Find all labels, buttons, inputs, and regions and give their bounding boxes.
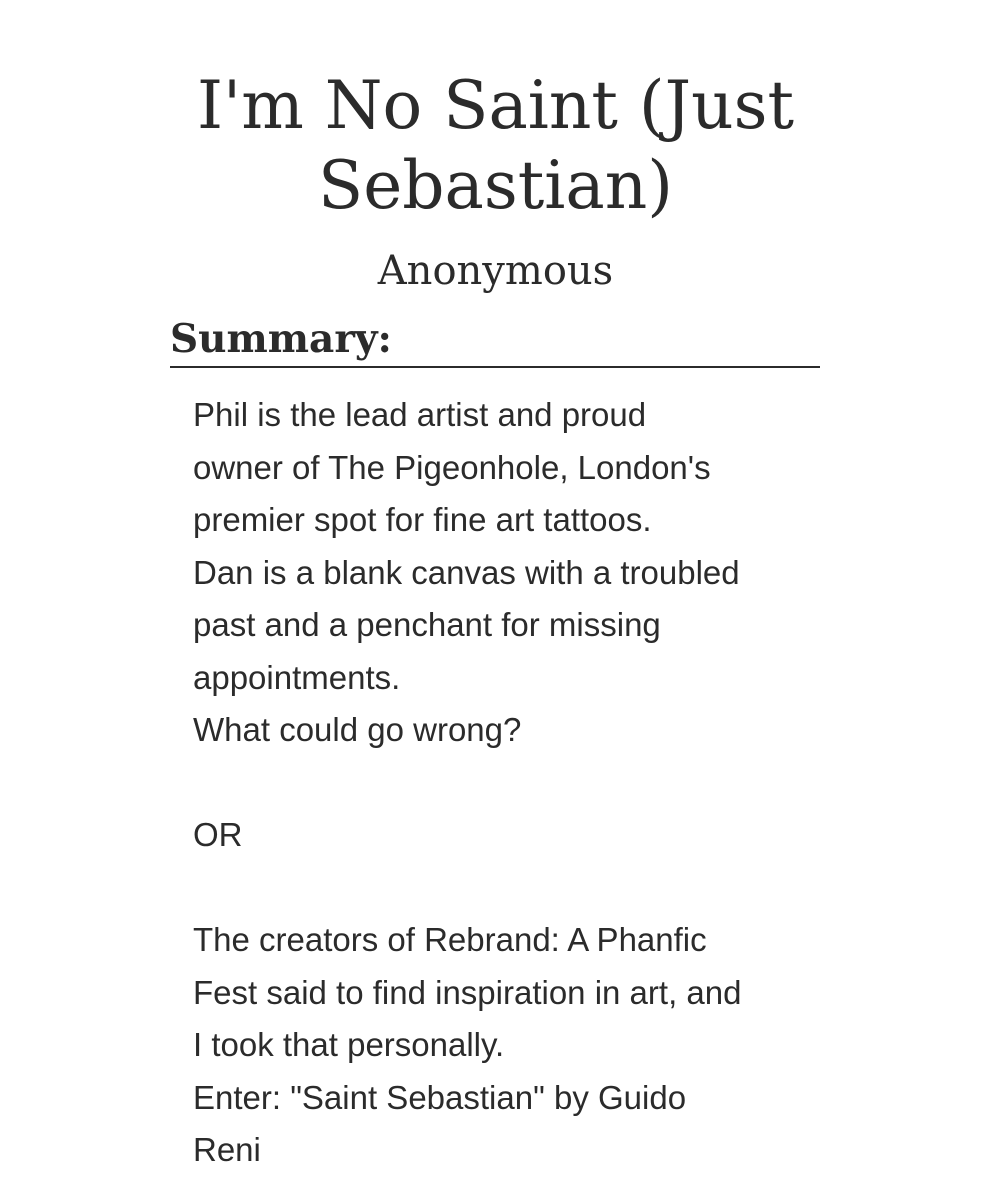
work-title-line-2: Sebastian): [318, 147, 673, 224]
summary-line: What could go wrong?: [193, 711, 522, 748]
summary-line: Fest said to find inspiration in art, and: [193, 973, 742, 1011]
summary-blank-line: [193, 757, 833, 810]
summary-heading: Summary:: [170, 312, 820, 368]
work-title-line-1: I'm No Saint (Just: [196, 67, 795, 144]
summary-line: Dan is a blank canvas with a troubled: [193, 553, 740, 591]
work-author: Anonymous: [377, 248, 614, 294]
summary-line: Enter: "Saint Sebastian" by Guido: [193, 1078, 687, 1116]
summary-line: Reni: [193, 1131, 261, 1168]
summary-line: appointments.: [193, 658, 401, 696]
summary-line: OR: [193, 816, 243, 853]
summary-line: past and a penchant for missing: [193, 606, 661, 643]
summary-body: [193, 389, 833, 1177]
summary-blank-line: [193, 862, 833, 915]
summary-line: The creators of Rebrand: A Phanfic: [193, 921, 707, 958]
summary-line: Phil is the lead artist and proud: [193, 396, 647, 433]
summary-line: premier spot for fine art tattoos.: [193, 501, 652, 538]
summary-line: owner of The Pigeonhole, London's: [193, 448, 711, 486]
summary-line: I took that personally.: [193, 1026, 505, 1063]
work-title: [0, 66, 991, 226]
